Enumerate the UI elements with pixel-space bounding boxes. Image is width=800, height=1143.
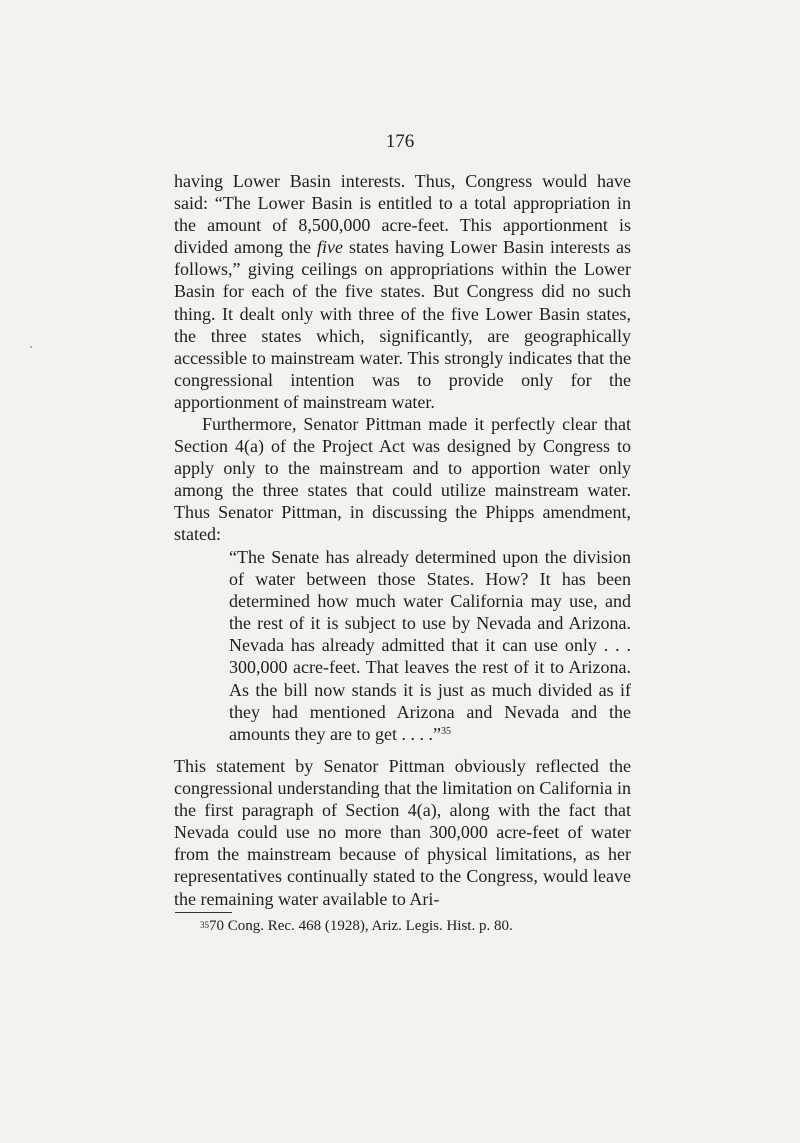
footnote bbox=[200, 916, 630, 936]
footnote-reference: 35 bbox=[440, 725, 451, 737]
paragraph-1-part-2: states having Lower Basin interests as follows,” giving ceilings on appropriations within the Lower Basin for each of the five states. But Congress did no such thing. It dealt only with three of the five Lower Basin states, the three states which, significantly, are geographically accessible to mainstream water. This strongly indicates that the congressional intention was to provide only for the apportionment of mainstream water. bbox=[174, 237, 631, 412]
quote-text: “The Senate has already determined upon the division of water between those States. How? It has been determined how much water California may use, and the rest of it is subject to use by Nevada and Arizona. Nevada has already admitted that it can use only . . . 300,000 acre-feet. That leaves the rest of it to Arizona. As the bill now stands it is just as much divided as if they had mentioned Arizona and Nevada and the amounts they are to get . . . .” bbox=[229, 547, 631, 744]
paragraph-1-part-1: having Lower Basin interests. Thus, Congress would have said: “The Lower Basin is entitled to a total appropriation in the amount of 8,500,000 acre-feet. This apportionment is divided among the bbox=[174, 171, 631, 258]
paragraph-2 bbox=[174, 413, 631, 546]
paragraph-3 bbox=[174, 755, 631, 910]
paragraph-3-text: This statement by Senator Pittman obviously reflected the congressional understanding that the limitation on California in the first paragraph of Section 4(a), along with the fact that Nevada could use no more than 300,000 acre-feet of water from the mainstream because of physical limitations, as her representatives continually stated to the Congress, would leave the remaining water available to Ari- bbox=[174, 756, 631, 909]
footnote-number: 35 bbox=[200, 920, 209, 930]
paragraph-1 bbox=[174, 170, 631, 413]
emphasis-five: five bbox=[317, 237, 343, 258]
paragraph-2-text: Furthermore, Senator Pittman made it perfectly clear that Section 4(a) of the Project Act was designed by Congress to apply only to the mainstream and to apportion water only among the three states that could utilize mainstream water. Thus Senator Pittman, in discussing the Phipps amendment, stated: bbox=[174, 414, 631, 545]
footnote-text: 70 Cong. Rec. 468 (1928), Ariz. Legis. Hist. p. 80. bbox=[209, 918, 513, 934]
page-number: 176 bbox=[385, 131, 415, 152]
footnote-divider bbox=[175, 912, 232, 913]
scan-speck bbox=[30, 346, 32, 348]
block-quote bbox=[229, 546, 631, 745]
